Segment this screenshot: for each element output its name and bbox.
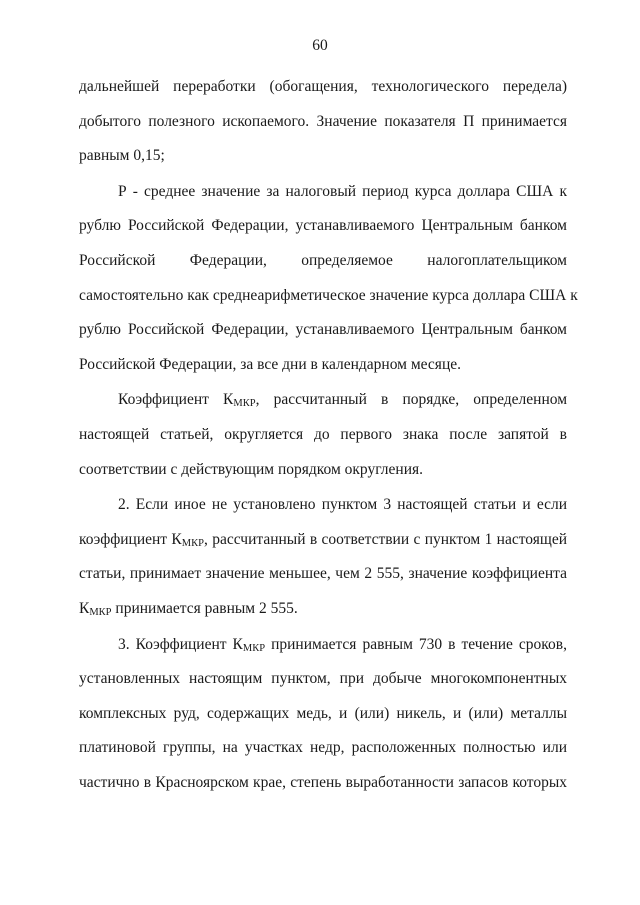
text-fragment: 3. Коэффициент К: [118, 635, 243, 653]
text-line: [79, 523, 567, 558]
text-line: платиновой группы, на участках недр, расположенных полностью или: [79, 739, 567, 757]
text-line: [79, 383, 567, 418]
text-line: рублю Российской Федерации, устанавливаемого Центральным банком: [79, 217, 567, 235]
subscript-mkr: МКР: [89, 606, 112, 618]
text-line: комплексных руд, содержащих медь, и (или) никель, и (или) металлы: [79, 704, 567, 722]
text-line: [79, 592, 567, 627]
subscript-mkr: МКР: [181, 537, 204, 549]
text-line: статьи, принимает значение меньшее, чем 2 555, значение коэффициента: [79, 565, 567, 583]
text-line: частично в Красноярском крае, степень выработанности запасов которых: [79, 773, 567, 791]
text-fragment: принимается равным 2 555.: [111, 599, 298, 617]
text-line: настоящей статьей, округляется до первого знака после запятой в: [79, 425, 567, 443]
text-fragment: принимается равным 730 в течение сроков,: [265, 635, 567, 653]
paragraph-3: [79, 383, 567, 487]
page-number: 60: [312, 37, 328, 54]
paragraph-1: [79, 70, 567, 174]
text-line: [79, 628, 567, 663]
text-line: добытого полезного ископаемого. Значение показателя П принимается: [79, 112, 567, 130]
subscript-mkr: МКР: [233, 398, 256, 410]
text-fragment: Коэффициент К: [118, 391, 234, 409]
paragraph-2: [79, 175, 578, 383]
text-fragment: , рассчитанный в соответствии с пунктом 1 настоящей: [203, 530, 568, 548]
text-line: Р - среднее значение за налоговый период курса доллара США к: [118, 182, 567, 200]
text-line: Российской Федерации, определяемое налогоплательщиком: [79, 251, 567, 269]
text-line: 2. Если иное не установлено пунктом 3 настоящей статьи и если: [118, 496, 567, 514]
text-line: самостоятельно как среднеарифметическое значение курса доллара США к: [79, 286, 578, 304]
document-body: [79, 70, 578, 800]
text-fragment: коэффициент К: [79, 530, 182, 548]
text-line: дальнейшей переработки (обогащения, технологического передела): [79, 78, 567, 95]
text-line: Российской Федерации, за все дни в календарном месяце.: [79, 355, 461, 373]
text-line: равным 0,15;: [79, 147, 165, 165]
text-line: установленных настоящим пунктом, при добыче многокомпонентных: [79, 670, 567, 688]
text-fragment: , рассчитанный в порядке, определенном: [255, 391, 568, 409]
paragraph-5: [79, 628, 567, 801]
subscript-mkr: МКР: [242, 642, 266, 654]
text-line: рублю Российской Федерации, устанавливаемого Центральным банком: [79, 321, 567, 339]
paragraph-4: [79, 488, 567, 626]
text-fragment: К: [79, 599, 90, 617]
text-line: соответствии с действующим порядком округления.: [79, 460, 424, 478]
